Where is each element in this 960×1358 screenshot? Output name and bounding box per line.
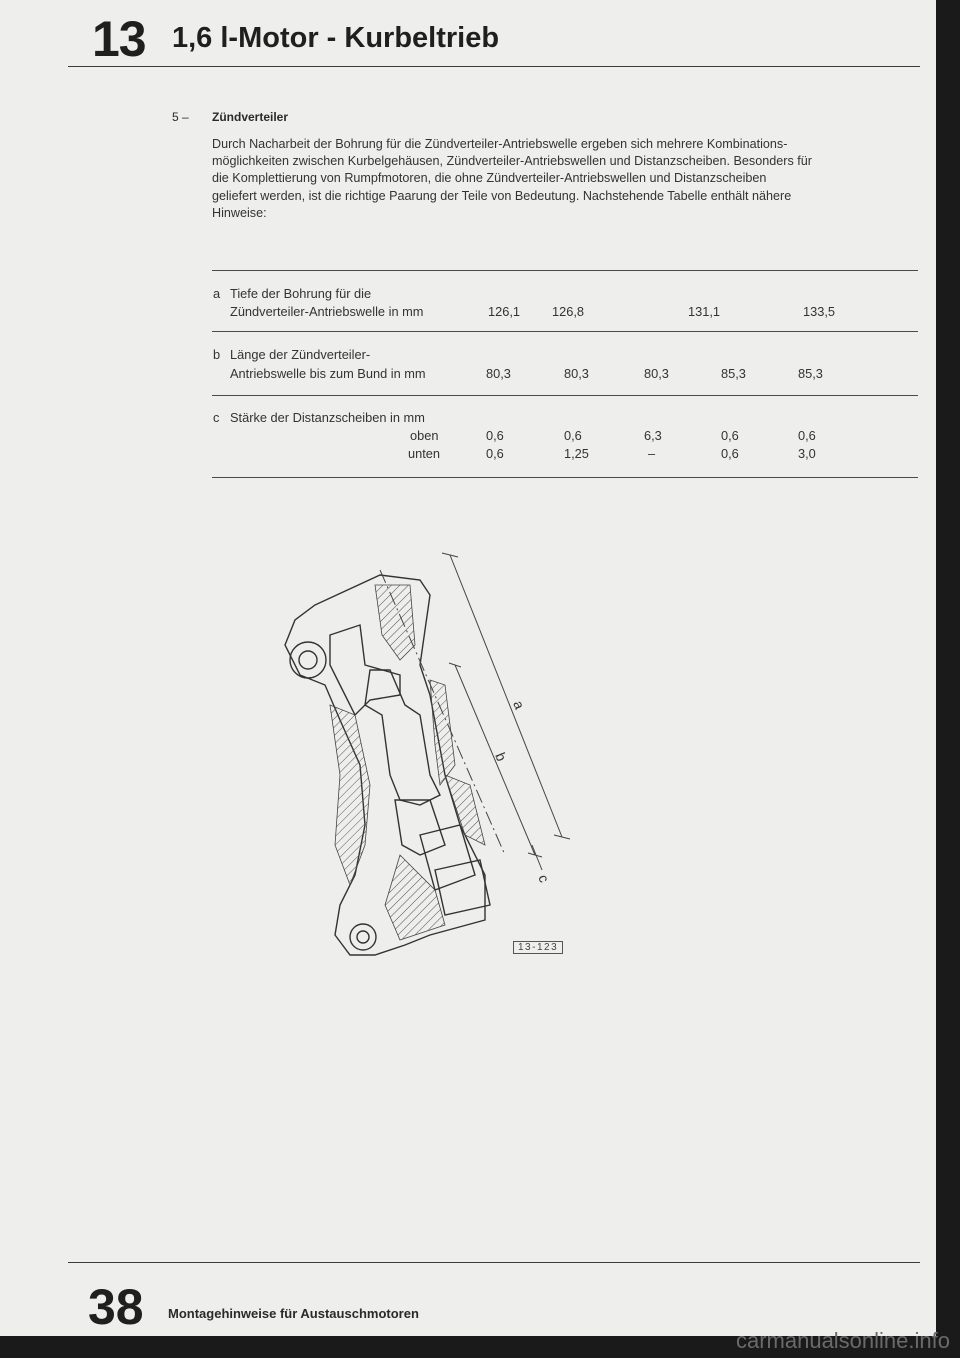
table-cell: 85,3 [798, 366, 823, 381]
row-b-label: Länge der Zündverteiler- [230, 347, 371, 362]
table-rule-top [212, 270, 918, 271]
section-body [212, 136, 902, 222]
table-cell: 131,1 [688, 304, 721, 319]
table-cell: 80,3 [486, 366, 511, 381]
row-a-label: Tiefe der Bohrung für die [230, 286, 372, 301]
watermark: carmanualsonline.info [735, 1328, 950, 1353]
table-cell: 126,1 [488, 304, 521, 319]
dimension-label-b: b [492, 750, 510, 764]
table-cell: 3,0 [798, 446, 816, 461]
table-cell: 6,3 [644, 428, 662, 443]
header-rule [68, 66, 920, 67]
oben-label: oben [410, 428, 439, 443]
row-a-letter: a [213, 286, 221, 301]
dimension-label-a: a [510, 698, 528, 712]
table-cell: 0,6 [486, 446, 504, 461]
row-c-label: Stärke der Distanzscheiben in mm [230, 410, 425, 425]
table-cell: 0,6 [486, 428, 504, 443]
body-line: Durch Nacharbeit der Bohrung für die Zündverteiler-Antriebswelle ergeben sich mehrere Kombinations- [212, 137, 788, 151]
figure-code: 13-123 [513, 941, 563, 954]
body-line: Hinweise: [212, 205, 267, 220]
row-b-label: Antriebswelle bis zum Bund in mm [230, 366, 426, 381]
row-b-letter: b [213, 347, 221, 362]
body-line: die Komplettierung von Rumpfmotoren, die ohne Zündverteiler-Antriebswellen und Distanzscheiben [212, 171, 767, 186]
section-number: 5 – [172, 110, 189, 124]
dimension-label-c: c [535, 872, 553, 885]
table-rule [212, 331, 918, 332]
row-c-letter: c [213, 410, 220, 425]
table-cell: 126,8 [552, 304, 585, 319]
table-cell: 0,6 [721, 428, 739, 443]
page-number: 38 [88, 1279, 144, 1335]
table-cell: 80,3 [644, 366, 669, 381]
footer-text: Montagehinweise für Austauschmotoren [168, 1306, 419, 1321]
body-line: möglichkeiten zwischen Kurbelgehäusen, Zündverteiler-Antriebswellen und Distanzscheiben. Besonders für [212, 154, 812, 169]
table-cell: 85,3 [721, 366, 746, 381]
body-line: geliefert werden, ist die richtige Paarung der Teile von Bedeutung. Nachstehende Tabelle enthält nähere [212, 188, 792, 203]
chapter-number: 13 [92, 11, 146, 67]
table-rule-bottom [212, 477, 918, 478]
table-cell: 0,6 [798, 428, 816, 443]
distributor-shaft-drawing [270, 545, 590, 965]
footer-rule [68, 1262, 920, 1263]
chapter-title: 1,6 l-Motor - Kurbeltrieb [172, 22, 500, 54]
table-cell: 133,5 [803, 304, 836, 319]
table-cell: – [648, 446, 656, 461]
table-cell: 0,6 [721, 446, 739, 461]
unten-label: unten [408, 446, 441, 461]
table-cell: 1,25 [564, 446, 589, 461]
table-cell: 0,6 [564, 428, 582, 443]
table-rule [212, 395, 918, 396]
row-a-label: Zündverteiler-Antriebswelle in mm [230, 304, 424, 319]
table-cell: 80,3 [564, 366, 589, 381]
section-title: Zündverteiler [212, 110, 289, 124]
